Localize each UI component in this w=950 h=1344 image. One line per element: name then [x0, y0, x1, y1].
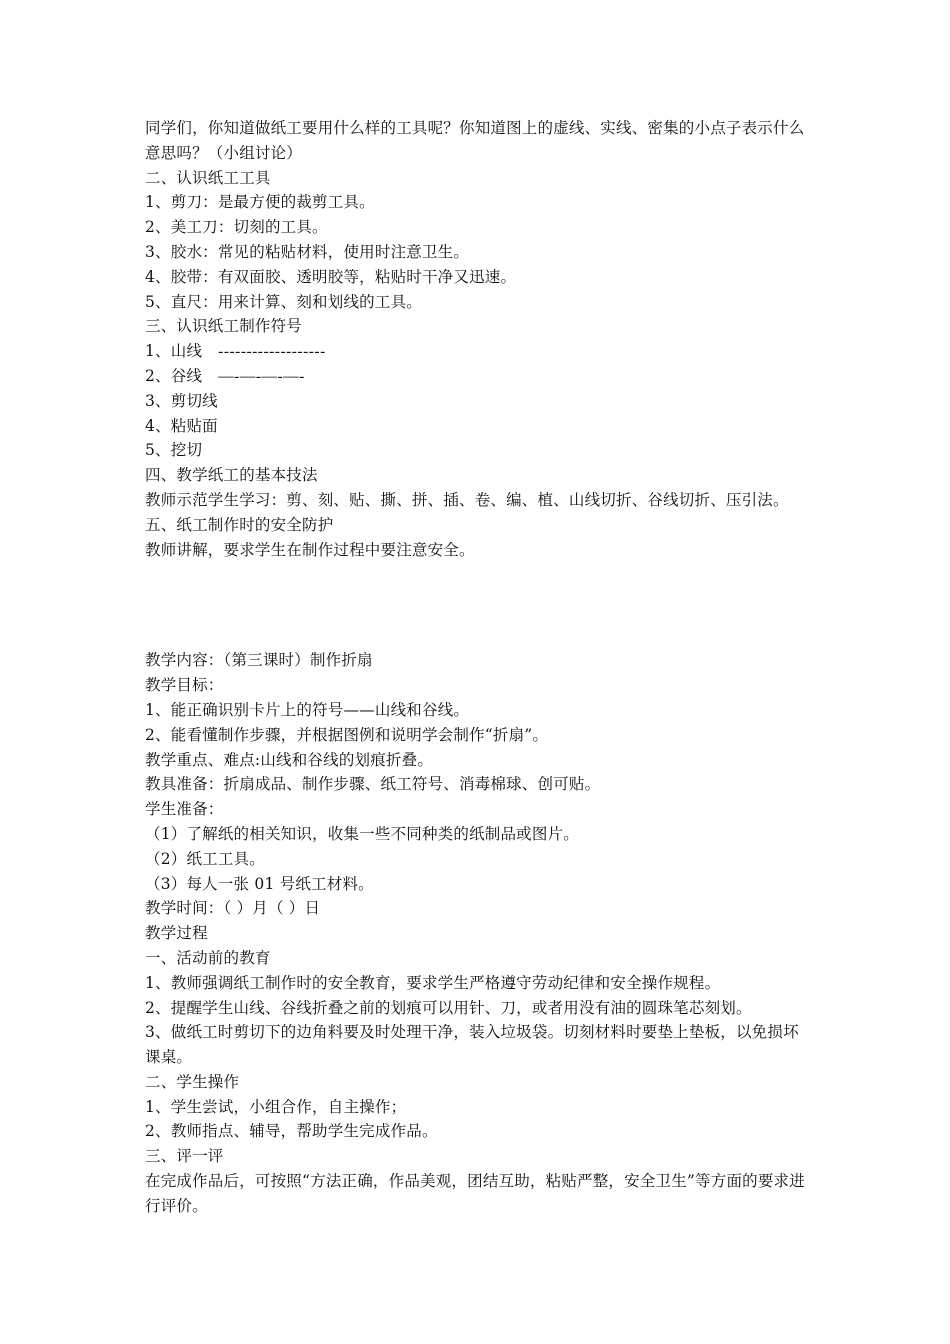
- evaluation-heading: 三、评一评: [145, 1147, 224, 1166]
- operation-heading: 二、学生操作: [145, 1072, 240, 1091]
- student-prep-item: （2）纸工工具。: [145, 849, 265, 868]
- symbol-item: [145, 389, 813, 414]
- key-points: 教学重点、难点:山线和谷线的划痕折叠。: [145, 750, 434, 769]
- skills-heading: 四、教学纸工的基本技法: [145, 466, 318, 485]
- document-page: [145, 116, 813, 1219]
- student-prep-heading: 学生准备：: [145, 800, 224, 819]
- process-heading: 教学过程: [145, 924, 208, 943]
- skills-text: 教师示范学生学习：剪、刻、贴、撕、拼、插、卷、编、植、山线切折、谷线切折、压引法。: [145, 490, 789, 509]
- operation-item: 2、教师指点、辅导，帮助学生完成作品。: [145, 1122, 438, 1141]
- pre-activity-item: 1、教师强调纸工制作时的安全教育，要求学生严格遵守劳动纪律和安全操作规程。: [145, 973, 721, 992]
- student-prep-item: （3）每人一张 01 号纸工材料。: [145, 874, 374, 893]
- tool-item: 3、胶水：常见的粘贴材料，使用时注意卫生。: [145, 242, 470, 261]
- goals-heading: 教学目标：: [145, 676, 224, 695]
- symbol-item: [145, 438, 813, 463]
- teaching-time: 教学时间：（ ）月（ ）日: [145, 899, 321, 918]
- symbol-label: 5、挖切: [145, 441, 203, 460]
- tool-item: 2、美工刀：切刻的工具。: [145, 218, 328, 237]
- intro-paragraph: 同学们，你知道做纸工要用什么样的工具呢？你知道图上的虚线、实线、密集的小点子表示什么意思吗？（小组讨论）: [145, 119, 805, 162]
- pre-activity-item: 3、做纸工时剪切下的边角料要及时处理干净，装入垃圾袋。切刻材料时要垫上垫板，以免损坏课桌。: [145, 1023, 799, 1067]
- symbols-heading: 三、认识纸工制作符号: [145, 317, 303, 336]
- goal-item: 1、能正确识别卡片上的符号——山线和谷线。: [145, 700, 470, 719]
- student-prep-item: （1）了解纸的相关知识，收集一些不同种类的纸制品或图片。: [145, 824, 579, 843]
- pre-activity-heading: 一、活动前的教育: [145, 948, 271, 967]
- symbol-label: 2、谷线: [145, 366, 203, 385]
- section-spacer: [145, 562, 813, 648]
- tools-heading: 二、认识纸工工具: [145, 168, 271, 187]
- valley-line-mark: —-—-—-—-: [218, 367, 305, 385]
- symbol-item: [145, 339, 813, 364]
- symbol-label: 1、山线: [145, 342, 203, 361]
- operation-item: 1、学生尝试，小组合作，自主操作；: [145, 1097, 407, 1116]
- tool-item: 5、直尺：用来计算、刻和划线的工具。: [145, 292, 422, 311]
- symbol-label: 4、粘贴面: [145, 416, 218, 435]
- goal-item: 2、能看懂制作步骤，并根据图例和说明学会制作“折扇”。: [145, 725, 549, 744]
- mountain-line-mark: -------------------: [218, 343, 326, 361]
- evaluation-text: 在完成作品后，可按照“方法正确，作品美观，团结互助，粘贴严整，安全卫生”等方面的要求进行评价。: [145, 1172, 805, 1215]
- symbol-label: 3、剪切线: [145, 391, 218, 410]
- symbol-item: [145, 364, 813, 389]
- safety-heading: 五、纸工制作时的安全防护: [145, 515, 334, 534]
- tool-item: 1、剪刀：是最方便的裁剪工具。: [145, 193, 375, 212]
- safety-text: 教师讲解，要求学生在制作过程中要注意安全。: [145, 540, 475, 559]
- teacher-prep: 教具准备：折扇成品、制作步骤、纸工符号、消毒棉球、创可贴。: [145, 775, 601, 794]
- lesson-content: 教学内容：（第三课时）制作折扇: [145, 651, 373, 670]
- pre-activity-item: 2、提醒学生山线、谷线折叠之前的划痕可以用针、刀，或者用没有油的圆珠笔芯刻划。: [145, 998, 752, 1017]
- tool-item: 4、胶带：有双面胶、透明胶等，粘贴时干净又迅速。: [145, 267, 517, 286]
- symbol-item: [145, 414, 813, 439]
